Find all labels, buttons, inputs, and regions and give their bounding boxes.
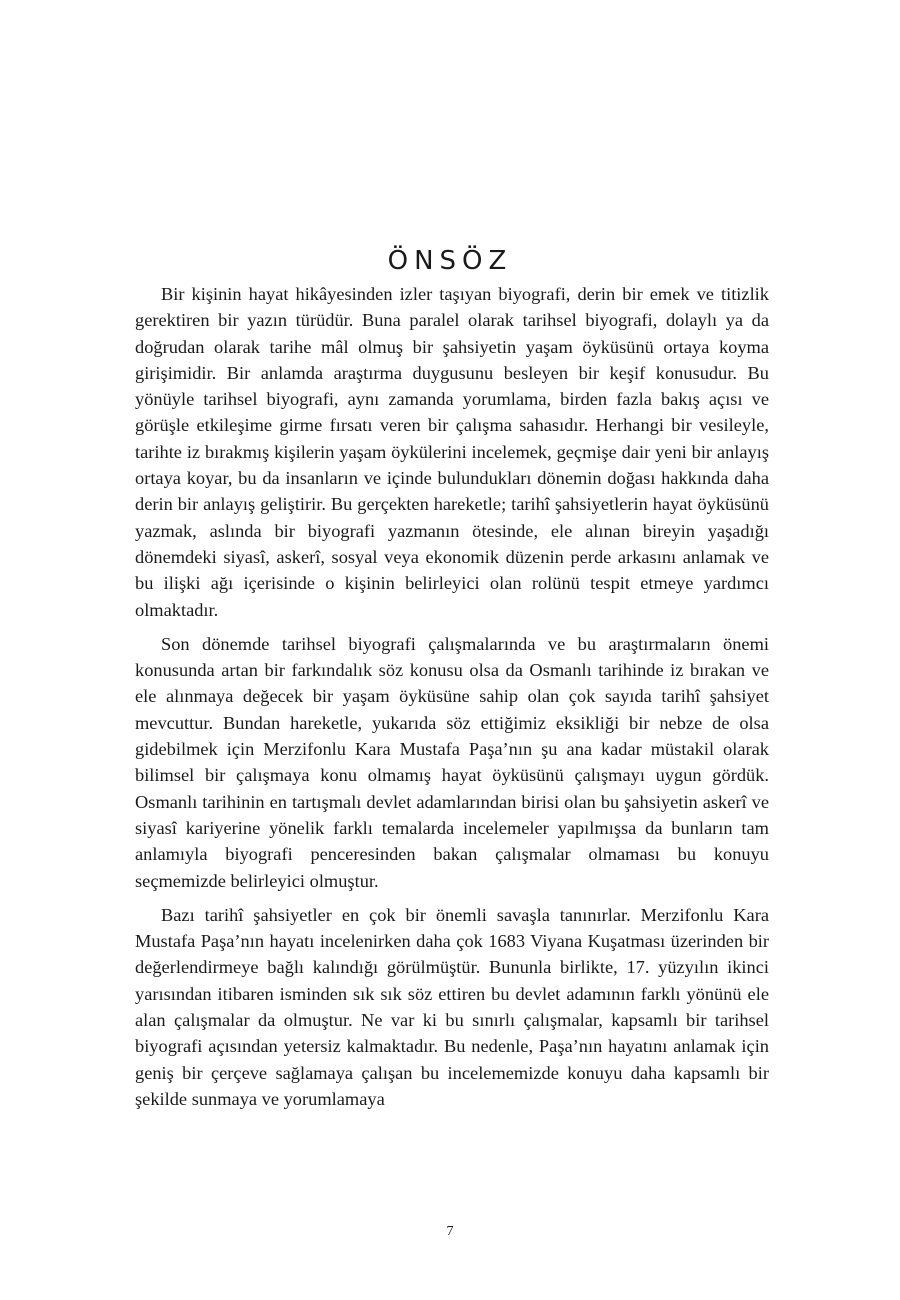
paragraph-3: Bazı tarihî şahsiyetler en çok bir önemli savaşla tanınırlar. Merzifonlu Kara Mustafa Paşa’nın hayatı incelenirken daha çok 1683 Viyana Kuşatması üzerinden bir değerlendirmeye bağlı kalındığı görülmüştür. Bununla birlikte, 17. yüzyılın ikinci yarısından itibaren isminden sık sık söz ettiren bu devlet adamının farklı yönünü ele alan çalışmalar da olmuştur. Ne var ki bu sınırlı çalışmalar, kapsamlı bir tarihsel biyografi açısından yetersiz kalmaktadır. Bu nedenle, Paşa’nın hayatını anlamak için geniş bir çerçeve sağlamaya çalışan bu incelememizde konuyu daha kapsamlı bir şekilde sunmaya ve yorumlamaya xyxy=(135,904,769,1109)
paragraph-1: Bir kişinin hayat hikâyesinden izler taşıyan biyografi, derin bir emek ve titizlik gerektiren bir yazın türüdür. Buna paralel olarak tarihsel biyografi, dolaylı ya da doğrudan olarak tarihe mâl olmuş bir şahsiyetin yaşam öyküsünü ortaya koyma girişimidir. Bir anlamda araştırma duygusunu besleyen bir keşif konusudur. Bu yönüyle tarihsel biyografi, aynı zamanda yorumlama, birden fazla bakış açısı ve görüşle etkileşime girme fırsatı veren bir çalışma sahasıdır. Herhangi bir vesileyle, tarihte iz bırakmış kişilerin yaşam öykülerini incelemek, geçmişe dair yeni bir anlayış ortaya koyar, bu da insanların ve içinde bulundukları dönemin doğası hakkında daha derin bir anlayış geliştirir. Bu gerçekten hareketle; tarihî şahsiyetlerin hayat öyküsünü yazmak, aslında bir biyografi yazmanın ötesinde, ele alınan bireyin yaşadığı dönemdeki siyasî, askerî, sosyal veya ekonomik düzenin perde arkasını anlamak ve bu ilişki ağı içerisinde o kişinin belirleyici olan rolünü tespit etmeye yardımcı olmaktadır. xyxy=(135,284,769,620)
chapter-title: ÖNSÖZ xyxy=(387,246,513,277)
paragraph-2: Son dönemde tarihsel biyografi çalışmalarında ve bu araştırmaların önemi konusunda artan bir farkındalık söz konusu olsa da Osmanlı tarihinde iz bırakan ve ele alınmaya değecek bir yaşam öyküsüne sahip olan çok sayıda tarihî şahsiyet mevcuttur. Bundan hareketle, yukarıda söz ettiğimiz eksikliği bir nebze de olsa gidebilmek için Merzifonlu Kara Mustafa Paşa’nın şu ana kadar müstakil olarak bilimsel bir çalışmaya konu olmamış hayat öyküsünü çalışmayı uygun gördük. Osmanlı tarihinin en tartışmalı devlet adamlarından birisi olan bu şahsiyetin askerî ve siyasî kariyerine yönelik farklı temalarda incelemeler yapılmışsa da bunların tam anlamıyla biyografi penceresinden bakan çalışmalar olmaması bu konuyu seçmemizde belirleyici olmuştur. xyxy=(135,633,769,891)
page-number: 7 xyxy=(446,1224,454,1239)
body-text xyxy=(135,281,769,1120)
